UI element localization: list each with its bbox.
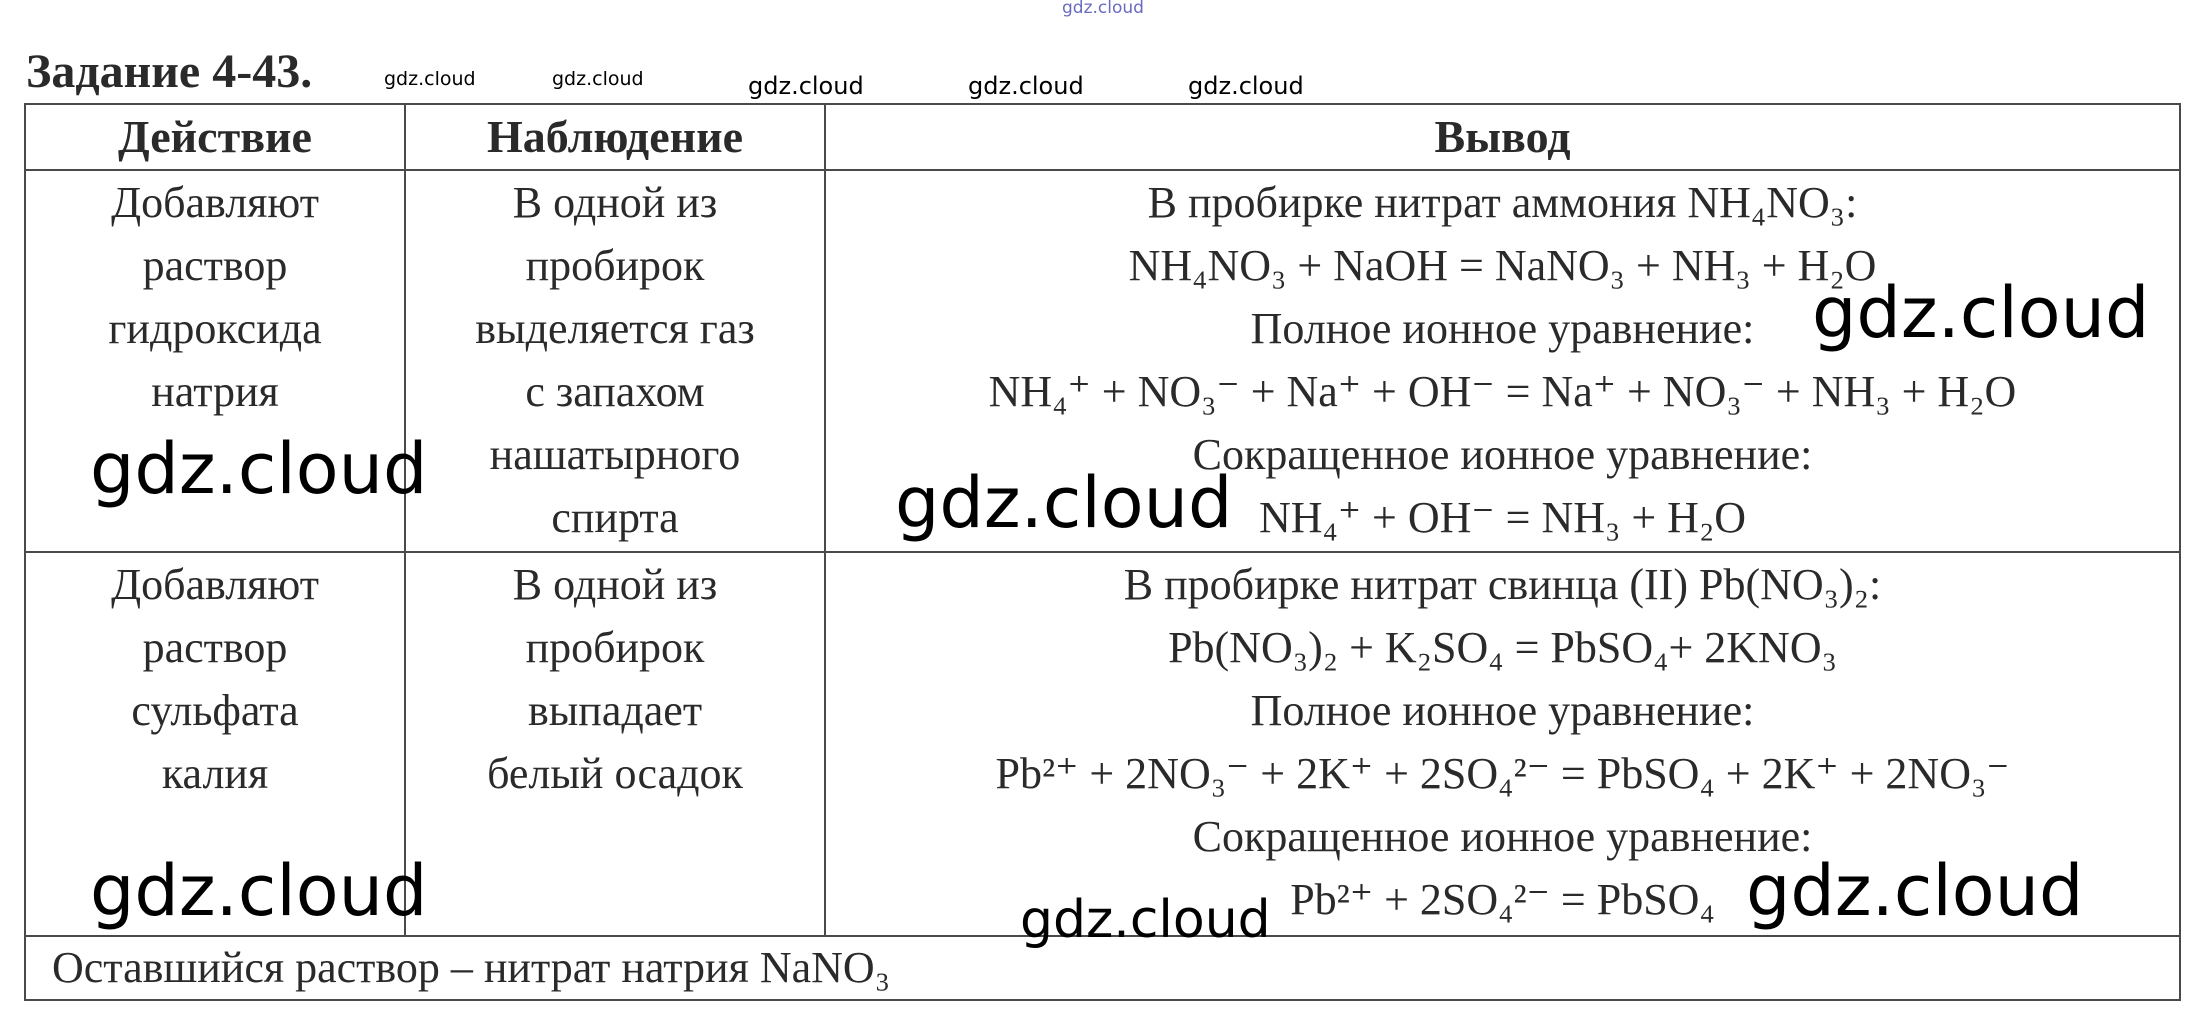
watermark: gdz.cloud (968, 72, 1084, 100)
watermark: gdz.cloud (90, 850, 428, 932)
observation-line: белый осадок (487, 749, 743, 798)
observation-line: с запахом (525, 367, 705, 416)
observation-line: выпадает (527, 686, 703, 735)
action-line: Добавляют (111, 560, 319, 609)
watermark: gdz.cloud (1746, 850, 2084, 932)
observation-cell (405, 552, 825, 936)
action-line: раствор (142, 241, 288, 290)
equation-short-ionic: NH₄⁺ + OH⁻ = NH₃ + H₂O (1258, 493, 1747, 542)
watermark: gdz.cloud (1020, 890, 1271, 950)
header-observation: Наблюдение (405, 104, 825, 170)
watermark-top: gdz.cloud (1062, 0, 1144, 18)
observation-line: пробирок (525, 623, 705, 672)
observation-line: В одной из (512, 560, 718, 609)
action-line: калия (161, 749, 269, 798)
task-title: Задание 4-43. (26, 45, 313, 98)
equation-molecular: NH₄NO₃ + NaOH = NaNO₃ + NH₃ + H₂O (1128, 241, 1877, 290)
equation-full-ionic: NH₄⁺ + NO₃⁻ + Na⁺ + OH⁻ = Na⁺ + NO₃⁻ + NH₃ + H₂O (988, 367, 2017, 416)
watermark: gdz.cloud (748, 72, 864, 100)
action-line: сульфата (131, 686, 299, 735)
conclusion-line: Сокращенное ионное уравнение: (1192, 430, 1813, 479)
action-line: раствор (142, 623, 288, 672)
observation-line: пробирок (525, 241, 705, 290)
watermark: gdz.cloud (1188, 72, 1304, 100)
header-conclusion: Вывод (825, 104, 2180, 170)
action-line: натрия (151, 367, 279, 416)
equation-short-ionic: Pb²⁺ + 2SO₄²⁻ = PbSO₄ (1290, 875, 1715, 924)
conclusion-line: Полное ионное уравнение: (1250, 686, 1755, 735)
observation-line: спирта (551, 493, 679, 542)
equation-full-ionic: Pb²⁺ + 2NO₃⁻ + 2K⁺ + 2SO₄²⁻ = PbSO₄ + 2K⁺ + 2NO₃⁻ (995, 749, 2010, 798)
conclusion-line: Сокращенное ионное уравнение: (1192, 812, 1813, 861)
header-row (25, 104, 2180, 170)
observation-line: В одной из (512, 178, 718, 227)
conclusion-line: Полное ионное уравнение: (1250, 304, 1755, 353)
header-action: Действие (25, 104, 405, 170)
footer-cell: Оставшийся раствор – нитрат натрия NaNO₃ (25, 936, 2180, 1000)
action-line: гидроксида (108, 304, 322, 353)
watermark: gdz.cloud (552, 68, 644, 90)
action-line: Добавляют (111, 178, 319, 227)
watermark: gdz.cloud (90, 428, 428, 510)
watermark: gdz.cloud (895, 462, 1233, 544)
conclusion-line: В пробирке нитрат аммония NH₄NO₃: (1147, 178, 1858, 227)
observation-line: нашатырного (489, 430, 741, 479)
observation-line: выделяется газ (475, 304, 755, 353)
watermark: gdz.cloud (384, 68, 476, 90)
observation-cell (405, 170, 825, 552)
conclusion-line: В пробирке нитрат свинца (II) Pb(NO₃)₂: (1123, 560, 1882, 609)
watermark: gdz.cloud (1812, 272, 2150, 354)
equation-molecular: Pb(NO₃)₂ + K₂SO₄ = PbSO₄+ 2KNO₃ (1168, 623, 1837, 672)
